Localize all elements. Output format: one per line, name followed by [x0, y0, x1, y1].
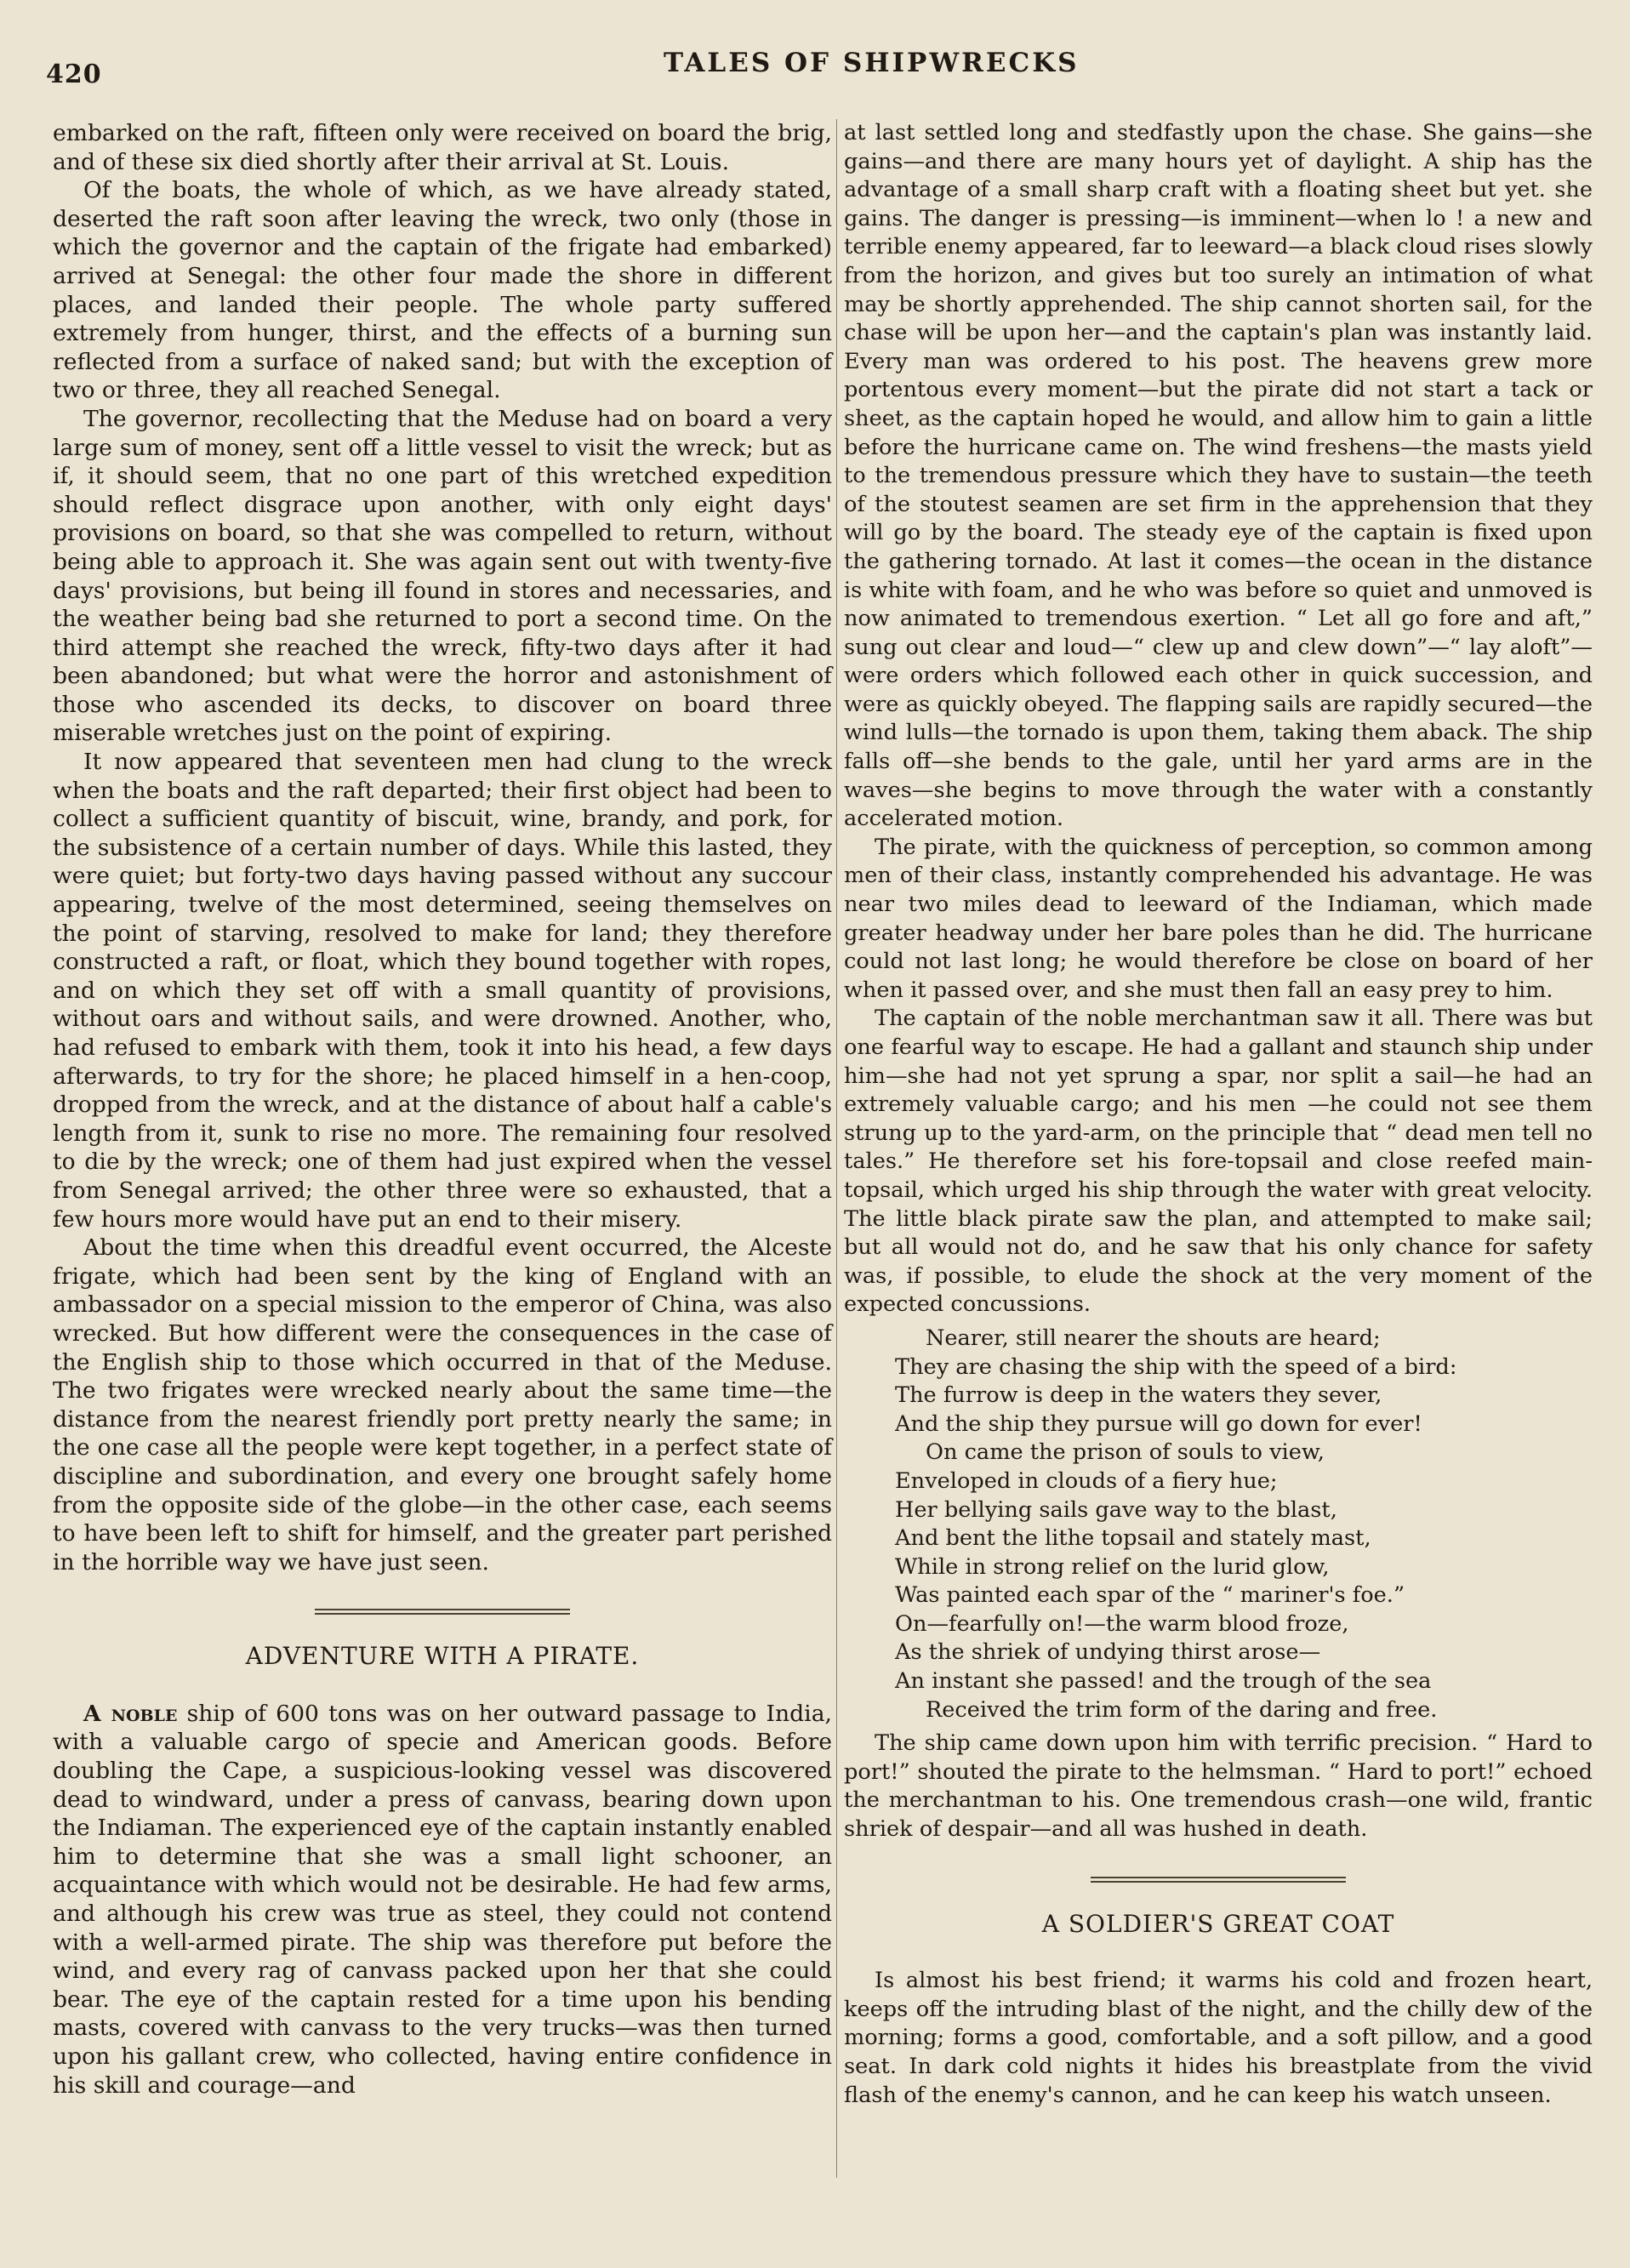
poem-line: Her bellying sails gave way to the blast, [895, 1496, 1337, 1523]
lead-small-caps: A noble [83, 1700, 178, 1727]
poem-line: An instant she passed! and the trough of the sea [895, 1668, 1432, 1695]
paragraph: The governor, recollecting that the Meduse had on board a very large sum of money, sent off a little vessel to visit the wreck; but as if, it should seem, that no one part of this wretched expedition should reflect disgrace upon another, with only eight days' provisions on board, so that she was compelled to return, without being able to approach it. She was again sent out with twenty-five days' provisions, but being ill found in stores and necessaries, and the weather being bad she returned to port a second time. On the third attempt she reached the wreck, fifty-two days after it had been abandoned; but what were the horror and astonishment of those who ascended its decks, to discover on board three miserable wretches just on the point of expiring. [53, 405, 832, 747]
paragraph: embarked on the raft, fifteen only were received on board the brig, and of these six died shortly after their arrival at St. Louis. [53, 120, 832, 175]
section-divider [315, 1609, 570, 1615]
paragraph: at last settled long and stedfastly upon the chase. She gains—she gains—and there are many hours yet of daylight. A ship has the advantage of a small sharp craft with a floating sheet but yet. she gains. The danger is pressing—is imminent—when lo ! a new and terrible enemy appeared, far to leeward—a black cloud rises slowly from the horizon, and gives but too surely an intimation of what may be shortly apprehended. The ship cannot shorten sail, for the chase will be upon her—and the captain's plan was instantly laid. Every man was ordered to his post. The heavens grew more portentous every moment—but the pirate did not start a tack or sheet, as the captain hoped he would, and allow him to gain a little before the hurricane came on. The wind freshens—the masts yield to the tremendous pressure which they have to sustain—the teeth of the stoutest seamen are set firm in the apprehension that they will go by the board. The steady eye of the captain is fixed upon the gathering tornado. At last it comes—the ocean in the distance is white with foam, and he who was before so quiet and unmoved is now animated to tremendous exertion. “ Let all go fore and aft,” sung out clear and loud—“ clew up and clew down”—“ lay aloft”—were orders which followed each other in quick succession, and were as quickly obeyed. The flapping sails are rapidly secured—the wind lulls—the tornado is upon them, taking them aback. The ship falls off—she bends to the gale, until her yard arms are in the waves—she begins to move through the water with a constantly accelerated motion. [844, 120, 1593, 832]
poem-line: Was painted each spar of the “ mariner's foe.” [895, 1582, 1405, 1609]
section-title-soldier: A SOLDIER'S GREAT COAT [1041, 1909, 1395, 1938]
poem-line: While in strong relief on the lurid glow, [895, 1553, 1330, 1580]
paragraph-soldier: Is almost his best friend; it warms his cold and frozen heart, keeps off the intruding blast of the night, and the chilly dew of the morning; forms a good, comfortable, and a soft pillow, and a good seat. In dark cold nights it hides his breastplate from the vivid flash of the enemy's cannon, and he can keep his watch unseen. [844, 1968, 1593, 2108]
poem-line: On—fearfully on!—the warm blood froze, [895, 1610, 1349, 1637]
paragraph: It now appeared that seventeen men had clung to the wreck when the boats and the raft departed; their first object had been to collect a sufficient quantity of biscuit, wine, brandy, and pork, for the subsistence of a certain number of days. While this lasted, they were quiet; but forty-two days having passed without any succour appearing, twelve of the most determined, seeing themselves on the point of starving, resolved to make for land; they therefore constructed a raft, or float, which they bound together with ropes, and on which they set off with a small quantity of provisions, without oars and without sails, and were drowned. Another, who, had refused to embark with them, took it into his head, a few days afterwards, to try for the shore; he placed himself in a hen-coop, dropped from the wreck, and at the distance of about half a cable's length from it, sunk to rise no more. The remaining four resolved to die by the wreck; one of them had just expired when the vessel from Senegal arrived; the other three were so exhausted, that a few hours more would have put an end to their misery. [53, 749, 832, 1233]
poem-line: They are chasing the ship with the speed of a bird: [895, 1353, 1457, 1380]
poem-line: And bent the lithe topsail and stately mast, [895, 1525, 1371, 1552]
paragraph: Of the boats, the whole of which, as we have already stated, deserted the raft soon after leaving the wreck, two only (those in which the governor and the captain of the frigate had embarked) arrived at Senegal: the other four made the shore in different places, and landed their people. The whole party suffered extremely from hunger, thirst, and the effects of a burning sun reflected from a surface of naked sand; but with the exception of two or three, they all reached Senegal. [53, 177, 832, 404]
poem-line: The furrow is deep in the waters they sever, [895, 1382, 1382, 1409]
poem-line: Received the trim form of the daring and free. [926, 1696, 1438, 1723]
paragraph-pirate-intro [53, 1700, 832, 2100]
poem-line: On came the prison of souls to view, [926, 1439, 1325, 1466]
paragraph: The captain of the noble merchantman saw it all. There was but one fearful way to escape. He had a gallant and staunch ship under him—she had not yet sprung a spar, nor split a sail—he had an extremely valuable cargo; and his men —he could not see them strung up to the yard-arm, on the principle that “ dead men tell no tales.” He therefore set his fore-topsail and close reefed main-topsail, which urged his ship through the water with great velocity. The little black pirate saw the plan, and attempted to make sail; but all would not do, and he saw that his only chance for safety was, if possible, to elude the shock at the very moment of the expected concussions. [844, 1006, 1593, 1318]
poem-line: And the ship they pursue will go down for ever! [895, 1410, 1422, 1437]
running-title: TALES OF SHIPWRECKS [664, 48, 1080, 78]
paragraph: About the time when this dreadful event occurred, the Alceste frigate, which had been sent by the king of England with an ambassador on a special mission to the emperor of China, was also wrecked. But how different were the consequences in the case of the English ship to those which occurred in that of the Meduse. The two frigates were wrecked nearly about the same time—the distance from the nearest friendly port pretty nearly the same; in the one case all the people were kept together, in a perfect state of discipline and subordination, and every one brought safely home from the opposite side of the globe—in the other case, each seems to have been left to shift for himself, and the greater part perished in the horrible way we have just seen. [53, 1234, 832, 1576]
left-column [53, 119, 832, 2100]
poem-line: Nearer, still nearer the shouts are heard; [926, 1325, 1381, 1351]
paragraph: The pirate, with the quickness of perception, so common among men of their class, instantly comprehended his advantage. He was near two miles dead to leeward of the Indiaman, which made greater headway under her bare poles than he did. The hurricane could not last long; he would therefore be close on board of her when it passed over, and she must then fall an easy prey to him. [844, 834, 1593, 1003]
paragraph: The ship came down upon him with terrific precision. “ Hard to port!” shouted the pirate to the helmsman. “ Hard to port!” echoed the merchantman to his. One tremendous crash—one wild, frantic shriek of despair—and all was hushed in death. [844, 1730, 1593, 1843]
section-divider [1091, 1877, 1346, 1883]
section-title-pirate: ADVENTURE WITH A PIRATE. [245, 1642, 640, 1671]
poem-line: As the shriek of undying thirst arose— [895, 1639, 1321, 1666]
poem [895, 1325, 1593, 1724]
poem-line: Enveloped in clouds of a fiery hue; [895, 1467, 1278, 1494]
right-column [844, 119, 1593, 2110]
column-divider [836, 119, 837, 2178]
paragraph-text: ship of 600 tons was on her outward passage to India, with a valuable cargo of specie and American goods. Before doubling the Cape, a suspicious-looking vessel was discovered dead to windward, under a press of canvass, bearing down upon the Indiaman. The experienced eye of the captain instantly enabled him to determine that she was a small light schooner, an acquaintance with which would not be desirable. He had few arms, and although his crew was true as steel, they could not contend with a well-armed pirate. The ship was therefore put before the wind, and every rag of canvass packed upon her that she could bear. The eye of the captain rested for a time upon his bending masts, covered with canvass to the very trucks—was then turned upon his gallant crew, who collected, having entire confidence in his skill and courage—and [53, 1700, 832, 2099]
page-number: 420 [46, 60, 102, 89]
